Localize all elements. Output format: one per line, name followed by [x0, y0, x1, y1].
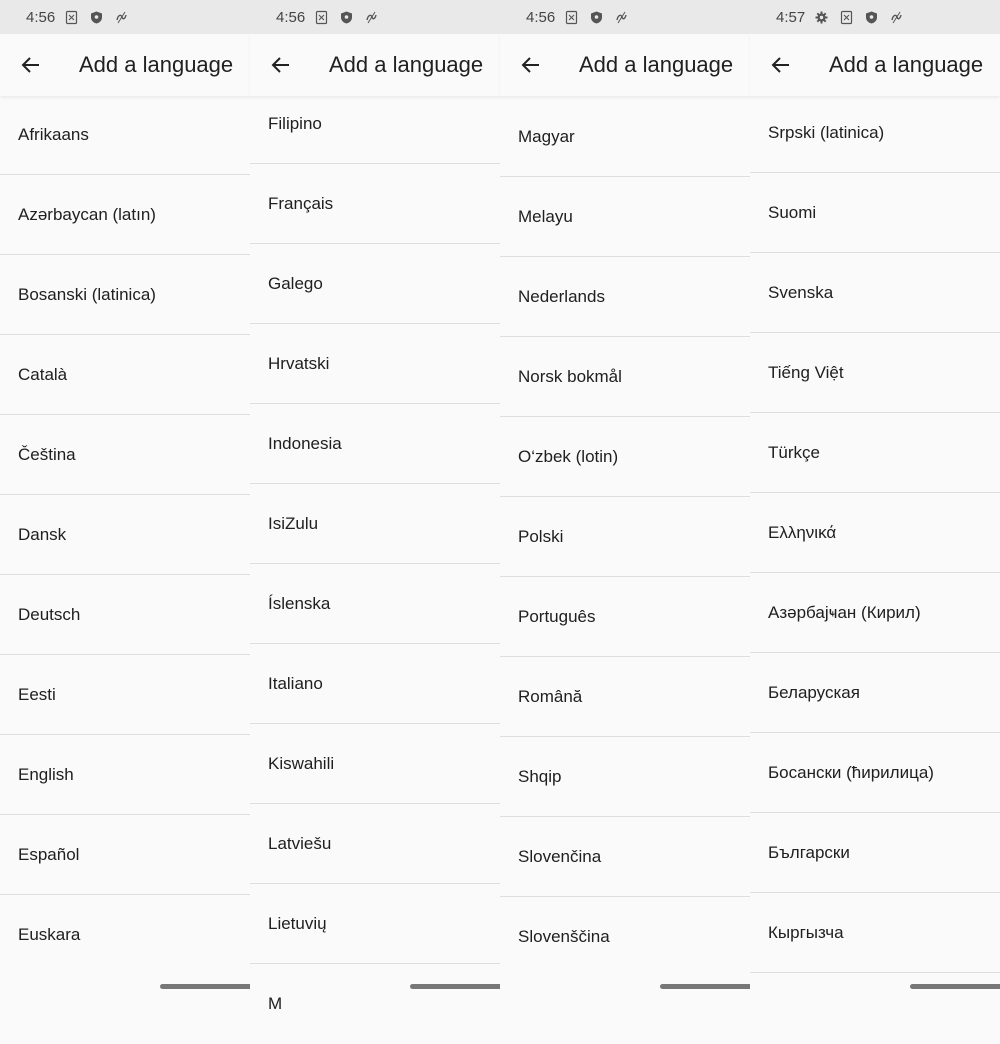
language-item[interactable]: Svenska [750, 253, 1000, 333]
app-bar [500, 34, 750, 96]
status-bar [0, 0, 250, 34]
gesture-nav-handle[interactable] [660, 984, 750, 989]
language-item[interactable]: Deutsch [0, 575, 250, 655]
language-item[interactable]: Азәрбајҹан (Кирил) [750, 573, 1000, 653]
language-item[interactable]: Srpski (latinica) [750, 93, 1000, 173]
language-item[interactable]: English [0, 735, 250, 815]
language-item[interactable]: Română [500, 657, 750, 737]
language-item[interactable]: Kiswahili [250, 724, 500, 804]
language-list [500, 97, 750, 977]
language-item[interactable]: Hrvatski [250, 324, 500, 404]
back-arrow-icon[interactable] [770, 54, 792, 76]
sim-card-icon [65, 11, 78, 24]
language-list [250, 84, 500, 1044]
gesture-nav-handle[interactable] [160, 984, 250, 989]
language-list [0, 95, 250, 975]
phone-screen-1 [0, 0, 250, 1000]
sim-card-icon [565, 11, 578, 24]
language-item[interactable]: Босански (ћирилица) [750, 733, 1000, 813]
language-item[interactable]: O‘zbek (lotin) [500, 417, 750, 497]
app-bar [0, 34, 250, 96]
language-item[interactable]: Ελληνικά [750, 493, 1000, 573]
status-bar [500, 0, 750, 34]
page-title: Add a language [329, 52, 484, 77]
status-time: 4:56 [526, 8, 556, 26]
language-item[interactable]: Беларуская [750, 653, 1000, 733]
language-item[interactable]: Euskara [18, 925, 81, 944]
language-item[interactable]: Polski [500, 497, 750, 577]
nfc-icon [615, 11, 628, 24]
language-item[interactable]: IsiZulu [250, 484, 500, 564]
shield-icon [590, 11, 603, 24]
language-item[interactable]: Magyar [500, 97, 750, 177]
status-bar [250, 0, 500, 34]
language-item[interactable]: Čeština [0, 415, 250, 495]
nfc-icon [115, 11, 128, 24]
language-item[interactable]: Suomi [750, 173, 1000, 253]
language-item[interactable]: Català [0, 335, 250, 415]
language-item[interactable]: Afrikaans [0, 95, 250, 175]
language-item[interactable]: Français [250, 164, 500, 244]
app-bar [750, 34, 1000, 96]
page-title: Add a language [579, 52, 734, 77]
language-item[interactable]: Shqip [500, 737, 750, 817]
language-item[interactable]: Lietuvių [250, 884, 500, 964]
language-item[interactable]: Galego [250, 244, 500, 324]
shield-icon [340, 11, 353, 24]
gesture-nav-handle[interactable] [410, 984, 500, 989]
language-item[interactable]: Кыргызча [750, 893, 1000, 973]
shield-icon [90, 11, 103, 24]
language-item[interactable]: Български [750, 813, 1000, 893]
language-item[interactable]: Filipino [250, 84, 500, 164]
language-item[interactable]: Slovenčina [500, 817, 750, 897]
sim-card-icon [840, 11, 853, 24]
back-arrow-icon[interactable] [20, 54, 42, 76]
language-item[interactable]: Eesti [0, 655, 250, 735]
status-time: 4:57 [776, 8, 806, 26]
sim-card-icon [315, 11, 328, 24]
language-item[interactable]: Türkçe [750, 413, 1000, 493]
language-item[interactable]: Nederlands [500, 257, 750, 337]
language-item[interactable]: Español [0, 815, 250, 895]
language-item[interactable]: Tiếng Việt [750, 333, 1000, 413]
settings-gear-icon [815, 11, 828, 24]
language-item[interactable]: Bosanski (latinica) [0, 255, 250, 335]
language-item[interactable]: Dansk [0, 495, 250, 575]
status-time: 4:56 [276, 8, 306, 26]
language-item[interactable]: M [268, 994, 283, 1013]
page-title: Add a language [829, 52, 984, 77]
back-arrow-icon[interactable] [520, 54, 542, 76]
language-item[interactable]: Português [500, 577, 750, 657]
phone-screen-2 [250, 0, 500, 1013]
language-item[interactable]: Latviešu [250, 804, 500, 884]
phone-screen-4 [750, 0, 1000, 1000]
status-bar [750, 0, 1000, 34]
nfc-icon [365, 11, 378, 24]
phone-screen-3 [500, 0, 750, 1000]
language-item[interactable]: Norsk bokmål [500, 337, 750, 417]
app-bar [250, 34, 500, 96]
language-item[interactable]: Italiano [250, 644, 500, 724]
language-item[interactable]: Slovenščina [518, 927, 610, 946]
back-arrow-icon[interactable] [270, 54, 292, 76]
nfc-icon [890, 11, 903, 24]
language-item[interactable]: Indonesia [250, 404, 500, 484]
gesture-nav-handle[interactable] [910, 984, 1000, 989]
status-time: 4:56 [26, 8, 56, 26]
language-list [750, 93, 1000, 973]
page-title: Add a language [79, 52, 234, 77]
shield-icon [865, 11, 878, 24]
language-item[interactable]: Melayu [500, 177, 750, 257]
language-item[interactable]: Íslenska [250, 564, 500, 644]
language-item[interactable]: Azərbaycan (latın) [0, 175, 250, 255]
